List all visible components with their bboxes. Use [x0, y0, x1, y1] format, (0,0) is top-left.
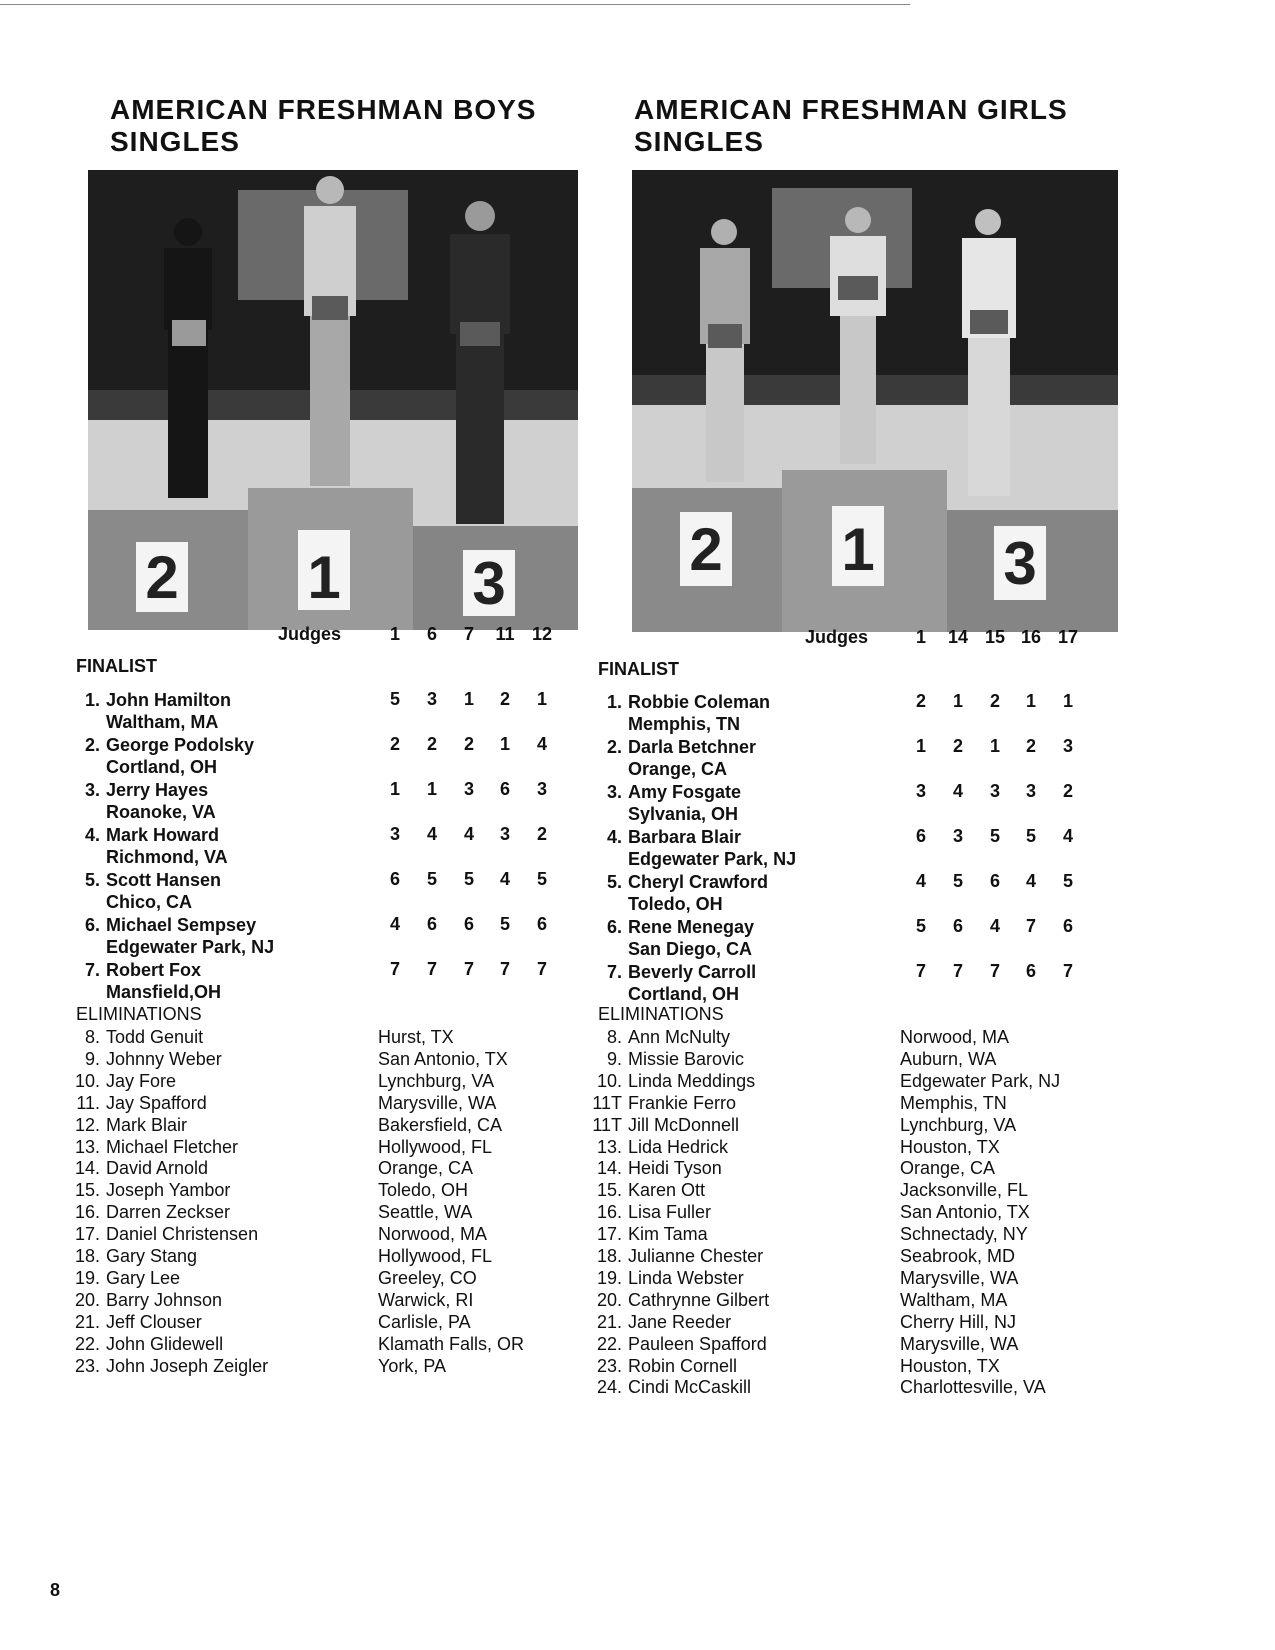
judge-score: 3	[536, 779, 547, 799]
judge-score: 2	[463, 734, 474, 754]
elimination-name: Jeff Clouser	[106, 1311, 202, 1332]
finalist-name: George Podolsky	[106, 735, 255, 755]
boys-judge-number: 7	[463, 624, 474, 644]
elimination-rank: 16.	[596, 1202, 622, 1223]
judge-score: 2	[1062, 781, 1073, 801]
elimination-city: Cherry Hill, NJ	[900, 1311, 1017, 1332]
elimination-rank: 17.	[596, 1224, 622, 1245]
finalist-rank: 7.	[606, 962, 622, 982]
judge-score: 4	[536, 734, 547, 754]
finalist-name: Cheryl Crawford	[628, 872, 769, 892]
boys-judge-number: 11	[495, 624, 515, 644]
finalist-rank: 7.	[84, 960, 100, 980]
elimination-city: Klamath Falls, OR	[378, 1333, 525, 1354]
elimination-city: Auburn, WA	[900, 1048, 997, 1069]
judge-score: 7	[389, 959, 400, 979]
finalist-rank: 6.	[606, 917, 622, 937]
elimination-name: Jay Spafford	[106, 1092, 207, 1113]
girls-judge-number: 15	[984, 627, 1006, 647]
girls-judge-number: 14	[947, 627, 969, 647]
finalist-rank: 2.	[84, 735, 100, 755]
finalist-rank: 5.	[84, 870, 100, 890]
elimination-rank: 21.	[74, 1311, 100, 1332]
elimination-name: Pauleen Spafford	[628, 1333, 767, 1354]
top-rule	[0, 4, 910, 5]
finalist-rank: 1.	[84, 690, 100, 710]
elimination-city: Orange, CA	[900, 1158, 996, 1179]
podium-number-2: 2	[145, 544, 179, 611]
elimination-name: Linda Meddings	[628, 1070, 756, 1091]
podium-number-2: 2	[689, 516, 723, 583]
boys-judges-label: Judges	[278, 624, 342, 644]
elimination-city: Seattle, WA	[378, 1202, 473, 1223]
elimination-rank: 13.	[74, 1136, 100, 1157]
elimination-name: Missie Barovic	[628, 1048, 745, 1069]
boys-judge-number: 6	[426, 624, 437, 644]
judge-score: 4	[952, 781, 963, 801]
girls-podium-photo	[632, 170, 1118, 632]
finalist-city: Waltham, MA	[106, 712, 219, 732]
elimination-name: Lisa Fuller	[628, 1202, 712, 1223]
elimination-name: Kim Tama	[628, 1224, 708, 1245]
elimination-name: Johnny Weber	[106, 1048, 222, 1069]
finalist-name: Robbie Coleman	[628, 692, 771, 712]
judge-score: 5	[499, 914, 510, 934]
boys-finalist-label: FINALIST	[76, 656, 157, 676]
elimination-city: Orange, CA	[378, 1158, 474, 1179]
page-number: 8	[50, 1580, 61, 1600]
podium-number-1: 1	[307, 544, 341, 611]
judge-score: 5	[536, 869, 547, 889]
judge-score: 4	[1025, 871, 1036, 891]
girls-judge-number: 17	[1057, 627, 1079, 647]
elimination-name: Jill McDonnell	[628, 1114, 740, 1135]
finalist-rank: 4.	[606, 827, 622, 847]
finalist-name: Rene Menegay	[628, 917, 755, 937]
boys-title-line2: SINGLES	[110, 126, 240, 157]
elimination-name: Gary Stang	[106, 1246, 198, 1266]
finalist-city: Orange, CA	[628, 759, 728, 779]
elimination-city: San Antonio, TX	[378, 1048, 508, 1069]
finalist-city: San Diego, CA	[628, 939, 753, 959]
finalist-rank: 1.	[606, 692, 622, 712]
judge-score: 3	[915, 781, 926, 801]
judge-score: 7	[1025, 916, 1036, 936]
finalist-name: John Hamilton	[106, 690, 231, 710]
judge-score: 3	[1062, 736, 1073, 756]
elimination-city: Houston, TX	[900, 1355, 1000, 1376]
elimination-rank: 15.	[74, 1180, 100, 1201]
elimination-city: Lynchburg, VA	[378, 1070, 495, 1091]
judge-score: 6	[426, 914, 437, 934]
judge-score: 2	[389, 734, 400, 754]
judge-score: 6	[389, 869, 400, 889]
judge-score: 7	[536, 959, 547, 979]
finalist-city: Chico, CA	[106, 892, 193, 912]
judge-score: 1	[389, 779, 400, 799]
judge-score: 5	[1062, 871, 1073, 891]
finalist-city: Richmond, VA	[106, 847, 228, 867]
elimination-city: Waltham, MA	[900, 1289, 1008, 1310]
judge-score: 5	[989, 826, 1000, 846]
girls-judge-number: 1	[915, 627, 926, 647]
elimination-city: Marysville, WA	[378, 1092, 497, 1113]
elimination-name: Ann McNulty	[628, 1027, 731, 1047]
elimination-rank: 14.	[596, 1158, 622, 1179]
elimination-rank: 13.	[596, 1136, 622, 1157]
judge-score: 5	[952, 871, 963, 891]
elimination-rank: 23.	[596, 1355, 622, 1376]
girls-title-line2: SINGLES	[634, 126, 764, 157]
judge-score: 2	[952, 736, 963, 756]
elimination-city: Toledo, OH	[378, 1180, 469, 1201]
elimination-rank: 15.	[596, 1180, 622, 1201]
judge-score: 2	[536, 824, 547, 844]
elimination-name: Barry Johnson	[106, 1289, 223, 1310]
elimination-city: Hurst, TX	[378, 1027, 454, 1047]
finalist-city: Mansfield,OH	[106, 982, 222, 1002]
finalist-name: Barbara Blair	[628, 827, 742, 847]
elimination-rank: 18.	[74, 1246, 100, 1266]
judge-score: 1	[989, 736, 1000, 756]
judge-score: 6	[1025, 961, 1036, 981]
elimination-rank: 17.	[74, 1224, 100, 1245]
judge-score: 1	[426, 779, 437, 799]
finalist-rank: 3.	[606, 782, 622, 802]
elimination-name: Jay Fore	[106, 1070, 177, 1091]
elimination-rank: 10.	[596, 1070, 622, 1091]
finalist-city: Sylvania, OH	[628, 804, 739, 824]
judge-score: 4	[463, 824, 474, 844]
judge-score: 1	[1025, 691, 1036, 711]
boys-judge-number: 1	[389, 624, 400, 644]
judge-score: 4	[426, 824, 437, 844]
elimination-rank: 18.	[596, 1246, 622, 1266]
elimination-name: Darren Zeckser	[106, 1202, 231, 1223]
elimination-rank: 8.	[606, 1027, 622, 1047]
elimination-name: Frankie Ferro	[628, 1092, 737, 1113]
judge-score: 1	[463, 689, 474, 709]
elimination-name: Jane Reeder	[628, 1311, 732, 1332]
judge-score: 2	[989, 691, 1000, 711]
elimination-city: Norwood, MA	[900, 1027, 1010, 1047]
elimination-city: Memphis, TN	[900, 1092, 1007, 1113]
judge-score: 6	[536, 914, 547, 934]
judge-score: 3	[499, 824, 510, 844]
elimination-city: Carlisle, PA	[378, 1311, 471, 1332]
judge-score: 6	[952, 916, 963, 936]
finalist-rank: 6.	[84, 915, 100, 935]
judge-score: 6	[499, 779, 510, 799]
elimination-name: Julianne Chester	[628, 1246, 764, 1266]
judge-score: 6	[989, 871, 1000, 891]
elimination-city: Hollywood, FL	[378, 1246, 493, 1266]
judge-score: 1	[536, 689, 547, 709]
elimination-city: Schnectady, NY	[900, 1224, 1028, 1245]
elimination-rank: 11T	[592, 1114, 622, 1135]
finalist-city: Cortland, OH	[628, 984, 739, 1004]
boys-eliminations-label: ELIMINATIONS	[76, 1004, 202, 1024]
judge-score: 6	[915, 826, 926, 846]
podium-number-1: 1	[841, 516, 875, 583]
finalist-name: Scott Hansen	[106, 870, 222, 890]
judge-score: 6	[1062, 916, 1073, 936]
judge-score: 4	[1062, 826, 1073, 846]
finalist-city: Toledo, OH	[628, 894, 723, 914]
judge-score: 2	[426, 734, 437, 754]
finalist-name: Jerry Hayes	[106, 780, 209, 800]
elimination-rank: 9.	[84, 1048, 100, 1069]
elimination-rank: 11.	[76, 1092, 100, 1113]
elimination-rank: 20.	[596, 1289, 622, 1310]
boys-judge-number: 12	[531, 624, 553, 644]
judge-score: 7	[989, 961, 1000, 981]
finalist-name: Mark Howard	[106, 825, 220, 845]
elimination-name: Mark Blair	[106, 1114, 188, 1135]
elimination-name: John Glidewell	[106, 1333, 224, 1354]
girls-eliminations-label: ELIMINATIONS	[598, 1004, 724, 1024]
podium-number-3: 3	[472, 550, 506, 617]
finalist-rank: 5.	[606, 872, 622, 892]
judge-score: 2	[1025, 736, 1036, 756]
girls-judges-label: Judges	[805, 627, 869, 647]
judge-score: 5	[389, 689, 400, 709]
elimination-rank: 19.	[74, 1267, 100, 1288]
elimination-city: Warwick, RI	[378, 1289, 474, 1310]
judge-score: 7	[463, 959, 474, 979]
elimination-city: Seabrook, MD	[900, 1246, 1016, 1266]
girls-title	[634, 94, 1068, 158]
boys-title	[110, 94, 536, 158]
elimination-rank: 20.	[74, 1289, 100, 1310]
elimination-rank: 24.	[596, 1377, 622, 1398]
elimination-name: Robin Cornell	[628, 1355, 738, 1376]
judge-score: 3	[989, 781, 1000, 801]
finalist-name: Amy Fosgate	[628, 782, 742, 802]
girls-judge-number: 16	[1020, 627, 1042, 647]
judge-score: 3	[389, 824, 400, 844]
elimination-city: Hollywood, FL	[378, 1136, 493, 1157]
judge-score: 2	[915, 691, 926, 711]
elimination-rank: 16.	[74, 1202, 100, 1223]
judge-score: 7	[499, 959, 510, 979]
elimination-name: Gary Lee	[106, 1267, 181, 1288]
finalist-rank: 4.	[84, 825, 100, 845]
finalist-city: Edgewater Park, NJ	[106, 937, 275, 957]
finalist-city: Edgewater Park, NJ	[628, 849, 797, 869]
finalist-city: Cortland, OH	[106, 757, 217, 777]
judge-score: 5	[426, 869, 437, 889]
judge-score: 1	[915, 736, 926, 756]
judge-score: 1	[1062, 691, 1073, 711]
elimination-name: Lida Hedrick	[628, 1136, 729, 1157]
elimination-rank: 19.	[596, 1267, 622, 1288]
judge-score: 3	[1025, 781, 1036, 801]
judge-score: 3	[952, 826, 963, 846]
elimination-rank: 10.	[74, 1070, 100, 1091]
judge-score: 4	[499, 869, 510, 889]
elimination-city: Greeley, CO	[378, 1267, 477, 1288]
elimination-city: Marysville, WA	[900, 1267, 1019, 1288]
judge-score: 2	[499, 689, 510, 709]
finalist-city: Roanoke, VA	[106, 802, 216, 822]
judge-score: 4	[989, 916, 1000, 936]
boys-title-line1: AMERICAN FRESHMAN BOYS	[110, 94, 537, 125]
elimination-name: Joseph Yambor	[106, 1180, 231, 1201]
finalist-name: Beverly Carroll	[628, 962, 757, 982]
finalist-rank: 3.	[84, 780, 100, 800]
elimination-city: Norwood, MA	[378, 1224, 488, 1245]
judge-score: 5	[915, 916, 926, 936]
elimination-city: Marysville, WA	[900, 1333, 1019, 1354]
judge-score: 7	[952, 961, 963, 981]
podium-number-3: 3	[1003, 530, 1037, 597]
elimination-rank: 14.	[74, 1158, 100, 1179]
elimination-city: Charlottesville, VA	[900, 1377, 1046, 1398]
judge-score: 7	[915, 961, 926, 981]
judge-score: 1	[499, 734, 510, 754]
elimination-rank: 11T	[592, 1092, 622, 1113]
elimination-city: Lynchburg, VA	[900, 1114, 1017, 1135]
elimination-name: Daniel Christensen	[106, 1224, 259, 1245]
judge-score: 5	[463, 869, 474, 889]
finalist-city: Memphis, TN	[628, 714, 741, 734]
elimination-name: Karen Ott	[628, 1180, 706, 1201]
elimination-rank: 8.	[84, 1027, 100, 1047]
boys-podium-photo	[88, 170, 578, 630]
elimination-rank: 22.	[74, 1333, 100, 1354]
elimination-city: Jacksonville, FL	[900, 1180, 1029, 1201]
judge-score: 7	[426, 959, 437, 979]
judge-score: 1	[952, 691, 963, 711]
finalist-name: Robert Fox	[106, 960, 202, 980]
elimination-name: Cindi McCaskill	[628, 1377, 752, 1398]
elimination-rank: 23.	[74, 1355, 100, 1376]
elimination-rank: 22.	[596, 1333, 622, 1354]
elimination-city: San Antonio, TX	[900, 1202, 1030, 1223]
judge-score: 4	[389, 914, 400, 934]
finalist-name: Michael Sempsey	[106, 915, 257, 935]
judge-score: 3	[426, 689, 437, 709]
judge-score: 5	[1025, 826, 1036, 846]
elimination-name: Cathrynne Gilbert	[628, 1289, 770, 1310]
elimination-name: Michael Fletcher	[106, 1136, 239, 1157]
judge-score: 6	[463, 914, 474, 934]
elimination-rank: 21.	[596, 1311, 622, 1332]
finalist-rank: 2.	[606, 737, 622, 757]
elimination-name: Todd Genuit	[106, 1027, 204, 1047]
elimination-name: John Joseph Zeigler	[106, 1355, 269, 1376]
judge-score: 4	[915, 871, 926, 891]
elimination-rank: 9.	[606, 1048, 622, 1069]
elimination-city: Bakersfield, CA	[378, 1114, 503, 1135]
finalist-name: Darla Betchner	[628, 737, 757, 757]
elimination-rank: 12.	[74, 1114, 100, 1135]
girls-title-line1: AMERICAN FRESHMAN GIRLS	[634, 94, 1068, 125]
elimination-name: Heidi Tyson	[628, 1158, 722, 1179]
elimination-name: David Arnold	[106, 1158, 209, 1179]
elimination-name: Linda Webster	[628, 1267, 744, 1288]
elimination-city: Houston, TX	[900, 1136, 1000, 1157]
girls-finalist-label: FINALIST	[598, 659, 679, 679]
judge-score: 3	[463, 779, 474, 799]
elimination-city: Edgewater Park, NJ	[900, 1070, 1061, 1091]
elimination-city: York, PA	[378, 1355, 447, 1376]
judge-score: 7	[1062, 961, 1073, 981]
